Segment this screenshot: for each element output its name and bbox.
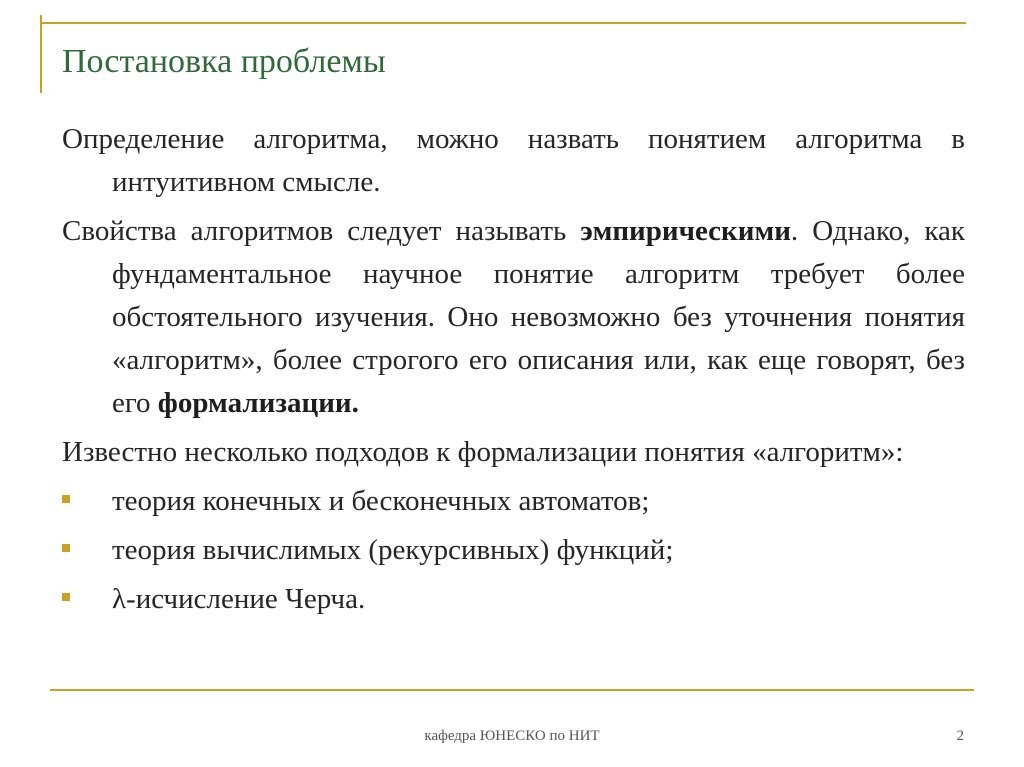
square-bullet-icon — [62, 495, 70, 503]
emphasis-formalization: формализации. — [157, 387, 359, 419]
slide-title: Постановка проблемы — [62, 43, 386, 80]
slide-content — [62, 118, 965, 627]
paragraph-approaches — [62, 431, 965, 474]
square-bullet-icon — [62, 544, 70, 552]
paragraph-properties-text-middle: . Однако, как фундаментальное научное понятие алгоритм требует более обстоятельного изучения. Оно невозможно без уточнения понятия «алгоритм», более строгого его описания или, как еще говорят, без его — [112, 215, 965, 419]
paragraph-properties — [62, 210, 965, 425]
paragraph-definition-text: Определение алгоритма, можно назвать понятием алгоритма в интуитивном смысле. — [62, 123, 965, 198]
list-item-text: теория вычислимых (рекурсивных) функций; — [112, 534, 674, 566]
list-item-text: λ-исчисление Черча. — [112, 583, 366, 615]
list-item — [62, 529, 965, 572]
list-item — [62, 480, 965, 523]
footer-divider — [50, 689, 974, 691]
title-accent-vertical-line — [40, 15, 42, 93]
paragraph-approaches-text: Известно несколько подходов к формализации понятия «алгоритм»: — [62, 436, 904, 468]
approaches-list — [62, 480, 965, 621]
page-number: 2 — [956, 728, 964, 744]
list-item — [62, 578, 965, 621]
paragraph-properties-text-start: Свойства алгоритмов следует называть — [62, 215, 581, 247]
list-item-text: теория конечных и бесконечных автоматов; — [112, 485, 650, 517]
square-bullet-icon — [62, 593, 70, 601]
paragraph-definition — [62, 118, 965, 204]
emphasis-empirical: эмпирическими — [580, 215, 791, 247]
title-accent-horizontal-line — [40, 22, 966, 24]
footer-caption: кафедра ЮНЕСКО по НИТ — [424, 728, 600, 744]
